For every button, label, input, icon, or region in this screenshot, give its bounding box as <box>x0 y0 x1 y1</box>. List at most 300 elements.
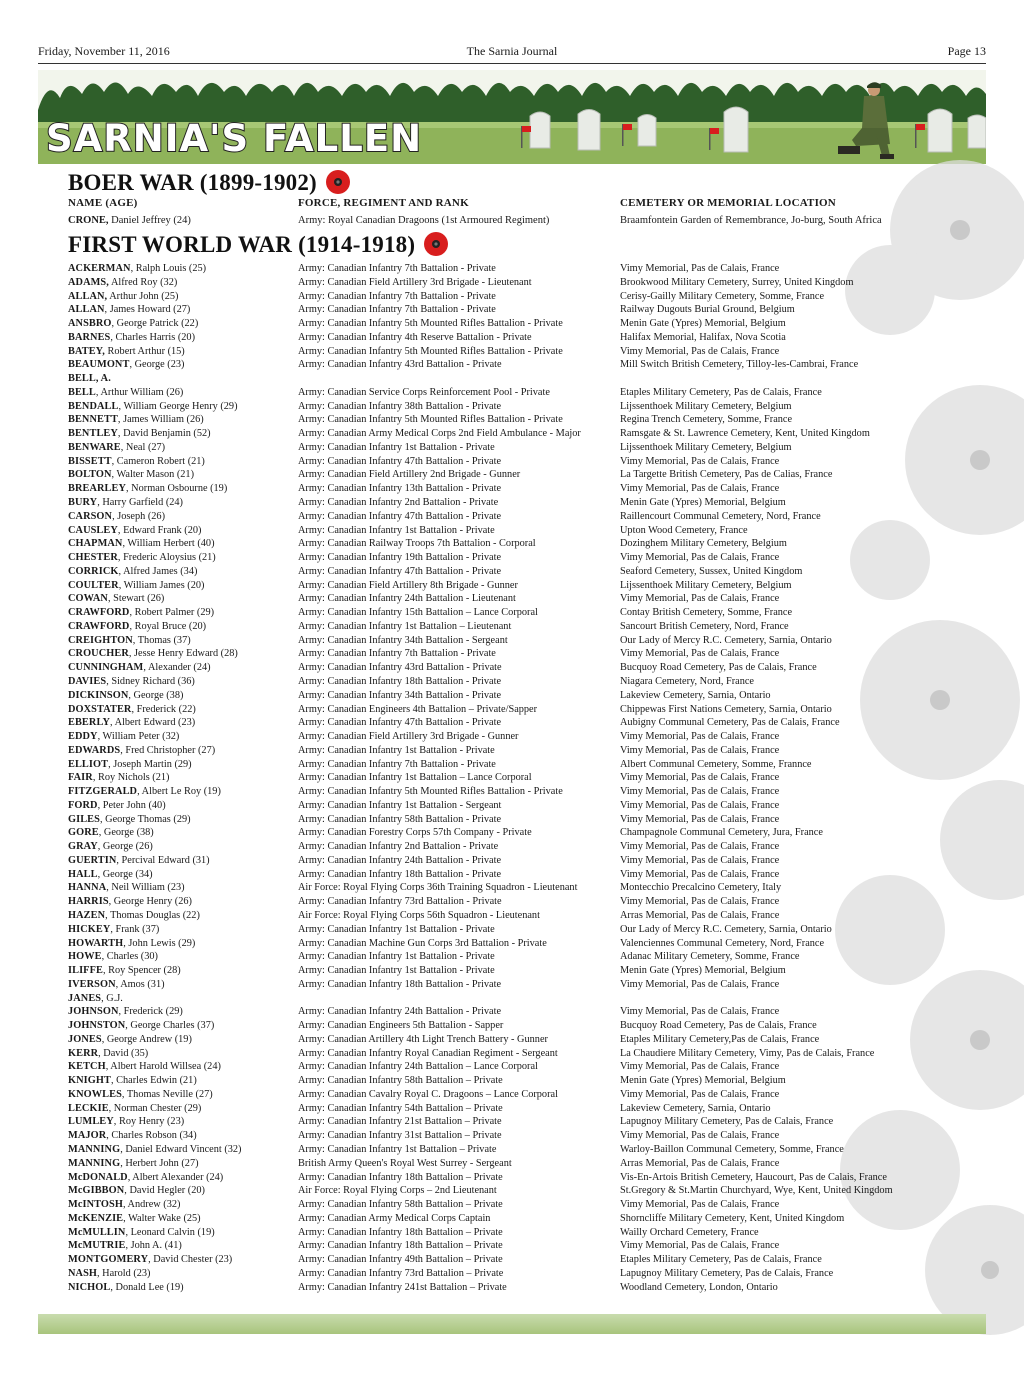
cemetery-location: Vimy Memorial, Pas de Calais, France <box>620 868 780 880</box>
surname: JOHNSON <box>68 1006 119 1018</box>
cemetery-location: Vimy Memorial, Pas de Calais, France <box>620 345 780 357</box>
soldier-name <box>68 510 165 524</box>
surname: ALLAN, <box>68 290 108 302</box>
cemetery-location: Arras Memorial, Pas de Calais, France <box>620 1157 780 1169</box>
roll-row <box>68 510 968 524</box>
roll-row <box>68 634 968 648</box>
roll-row <box>68 1171 968 1185</box>
force-regiment-rank: Army: Canadian Infantry 19th Battalion - Private <box>298 552 502 564</box>
given-name: , Donald Lee (19) <box>110 1281 184 1293</box>
surname: FITZGERALD <box>68 786 138 798</box>
roll-row <box>68 358 968 372</box>
cemetery-location: Vimy Memorial, Pas de Calais, France <box>620 593 780 605</box>
force-regiment-rank: Army: Canadian Infantry 5th Mounted Rifles Battalion - Private <box>298 318 563 330</box>
roll-row <box>68 427 968 441</box>
given-name: , Walter Wake (25) <box>123 1212 201 1224</box>
surname: EDDY <box>68 731 98 743</box>
surname: EBERLY <box>68 717 110 729</box>
soldier-name <box>68 455 205 469</box>
given-name: , Albert Edward (23) <box>110 717 196 729</box>
force-regiment-rank: Army: Canadian Infantry 241st Battalion – Private <box>298 1281 507 1293</box>
surname: McGIBBON <box>68 1185 125 1197</box>
given-name: , Thomas Douglas (22) <box>105 909 200 921</box>
surname: HOWARTH <box>68 937 124 949</box>
force-regiment-rank: Army: Canadian Infantry 18th Battalion – Private <box>298 1171 503 1183</box>
surname: BENWARE <box>68 441 121 453</box>
cemetery-location: Lijssenthoek Military Cemetery, Belgium <box>620 441 792 453</box>
cemetery-location: Menin Gate (Ypres) Memorial, Belgium <box>620 318 786 330</box>
soldier-name <box>68 950 158 964</box>
soldier-name <box>68 592 164 606</box>
force-regiment-rank: Army: Canadian Infantry 58th Battalion - Private <box>298 813 502 825</box>
given-name: , Peter John (40) <box>97 799 166 811</box>
cemetery-location: Vimy Memorial, Pas de Calais, France <box>620 786 780 798</box>
given-name: , Thomas Neville (27) <box>121 1088 213 1100</box>
given-name: , Daniel Edward Vincent (32) <box>120 1144 242 1155</box>
force-regiment-rank: Army: Canadian Infantry 7th Battalion - Private <box>298 648 496 660</box>
surname: LUMLEY <box>68 1116 114 1128</box>
soldier-name <box>68 634 191 648</box>
force-regiment-rank: Army: Canadian Infantry 7th Battalion - Private <box>298 290 496 302</box>
surname: McDONALD <box>68 1171 128 1183</box>
soldier-name <box>68 441 165 455</box>
given-name: , Charles Edwin (21) <box>110 1075 197 1087</box>
soldier-name <box>68 1005 183 1019</box>
soldier-name <box>68 1088 213 1102</box>
roll-row <box>68 661 968 675</box>
surname: HOWE <box>68 951 102 963</box>
cemetery-location: Vimy Memorial, Pas de Calais, France <box>620 1130 780 1142</box>
roll-row <box>68 345 968 359</box>
surname: ANSBRO <box>68 318 112 330</box>
force-regiment-rank: Army: Canadian Infantry Royal Canadian Regiment - Sergeant <box>298 1047 558 1059</box>
force-regiment-rank: Army: Canadian Field Artillery 3rd Brigade - Lieutenant <box>298 276 532 288</box>
given-name: , G.J. <box>101 992 123 1004</box>
roll-row <box>68 276 968 290</box>
surname: ACKERMAN <box>68 263 131 274</box>
cemetery-location: Dozinghem Military Cemetery, Belgium <box>620 538 787 550</box>
soldier-name <box>68 826 154 840</box>
surname: BELL, A. <box>68 373 111 385</box>
given-name: , Charles (30) <box>101 951 158 963</box>
soldier-name <box>68 303 190 317</box>
force-regiment-rank: Army: Canadian Infantry 18th Battalion - Private <box>298 868 502 880</box>
soldier-name <box>68 290 178 304</box>
given-name: , George Andrew (19) <box>101 1033 192 1045</box>
roll-row <box>68 592 968 606</box>
cemetery-location: Vimy Memorial, Pas de Calais, France <box>620 731 780 743</box>
surname: GORE <box>68 827 99 839</box>
cemetery-location: Arras Memorial, Pas de Calais, France <box>620 909 780 921</box>
cemetery-location: Vimy Memorial, Pas de Calais, France <box>620 1240 780 1252</box>
given-name: , Sidney Richard (36) <box>106 675 195 687</box>
cemetery-location: Bucquoy Road Cemetery, Pas de Calais, France <box>620 1020 817 1032</box>
cemetery-location: Warloy-Baillon Communal Cemetery, Somme, France <box>620 1144 844 1155</box>
roll-row <box>68 895 968 909</box>
roll-row <box>68 1088 968 1102</box>
cemetery-location: Lijssenthoek Military Cemetery, Belgium <box>620 400 792 412</box>
surname: McINTOSH <box>68 1199 123 1211</box>
force-regiment-rank: Air Force: Royal Flying Corps 36th Training Squadron - Lieutenant <box>298 882 578 894</box>
roll-row <box>68 1267 968 1281</box>
cemetery-location: Sancourt British Cemetery, Nord, France <box>620 620 789 632</box>
surname: BURY <box>68 497 98 509</box>
force-regiment-rank: Army: Canadian Engineers 4th Battalion – Private/Sapper <box>298 703 538 715</box>
given-name: , William Herbert (40) <box>122 538 215 550</box>
given-name: , Royal Bruce (20) <box>129 620 207 632</box>
cemetery-location: Vimy Memorial, Pas de Calais, France <box>620 1006 780 1018</box>
cemetery-location: Vimy Memorial, Pas de Calais, France <box>620 1088 780 1100</box>
roll-row <box>68 758 968 772</box>
cemetery-location: Ramsgate & St. Lawrence Cemetery, Kent, United Kingdom <box>620 428 870 440</box>
cemetery-location: Etaples Military Cemetery, Pas de Calais, France <box>620 1254 822 1266</box>
cemetery-location: Vimy Memorial, Pas de Calais, France <box>620 813 780 825</box>
boer-entry-name <box>68 215 191 226</box>
roll-row <box>68 1212 968 1226</box>
cemetery-location: Menin Gate (Ypres) Memorial, Belgium <box>620 1075 786 1087</box>
given-name: , Alexander (24) <box>143 662 211 674</box>
cemetery-location: Montecchio Precalcino Cemetery, Italy <box>620 882 782 894</box>
soldier-name <box>68 317 198 331</box>
cemetery-location: Vimy Memorial, Pas de Calais, France <box>620 455 780 467</box>
soldier-name <box>68 551 216 565</box>
given-name: , Stewart (26) <box>107 593 165 605</box>
surname: CREIGHTON <box>68 634 133 646</box>
surname: ILIFFE <box>68 965 103 977</box>
roll-row <box>68 317 968 331</box>
given-name: , George Henry (26) <box>108 896 192 908</box>
surname: HAZEN <box>68 909 106 921</box>
roll-row <box>68 854 968 868</box>
force-regiment-rank: Army: Canadian Infantry 47th Battalion - Private <box>298 455 502 467</box>
surname: BATEY, <box>68 345 105 357</box>
soldier-name <box>68 854 210 868</box>
force-regiment-rank: Army: Canadian Infantry 1st Battalion – Lance Corporal <box>298 772 532 784</box>
roll-row <box>68 785 968 799</box>
roll-row <box>68 744 968 758</box>
soldier-name <box>68 937 195 951</box>
soldier-name <box>68 1212 201 1226</box>
boer-entry-force: Army: Royal Canadian Dragoons (1st Armoured Regiment) <box>298 215 550 226</box>
given-name: , Charles Robson (34) <box>106 1130 197 1142</box>
force-regiment-rank: Army: Canadian Infantry 43rd Battalion - Private <box>298 662 502 674</box>
soldier-name <box>68 565 197 579</box>
soldier-name <box>68 730 179 744</box>
cemetery-location: Woodland Cemetery, London, Ontario <box>620 1281 778 1293</box>
given-name: , Albert Harold Willsea (24) <box>105 1061 221 1073</box>
roll-row <box>68 689 968 703</box>
surname: CAUSLEY <box>68 524 118 536</box>
cemetery-location: Brookwood Military Cemetery, Surrey, United Kingdom <box>620 276 854 288</box>
given-name: Robert Arthur (15) <box>104 345 185 357</box>
force-regiment-rank: Army: Canadian Infantry 4th Reserve Battalion - Private <box>298 331 532 343</box>
roll-row <box>68 413 968 427</box>
given-name: , Joseph Martin (29) <box>108 758 192 770</box>
cemetery-location: Seaford Cemetery, Sussex, United Kingdom <box>620 565 803 577</box>
force-regiment-rank: Army: Canadian Infantry 24th Battalion - Lieutenant <box>298 593 516 605</box>
roll-row <box>68 1226 968 1240</box>
soldier-name <box>68 468 194 482</box>
soldier-name <box>68 482 227 496</box>
soldier-name <box>68 689 183 703</box>
roll-row <box>68 482 968 496</box>
surname: HANNA <box>68 882 107 894</box>
given-name: , Andrew (32) <box>122 1199 181 1211</box>
roll-row <box>68 1253 968 1267</box>
roll-row <box>68 675 968 689</box>
soldier-name <box>68 400 238 414</box>
roll-row <box>68 606 968 620</box>
force-regiment-rank: Army: Canadian Infantry 1st Battalion - Sergeant <box>298 799 502 811</box>
cemetery-location: Etaples Military Cemetery,Pas de Calais, France <box>620 1033 820 1045</box>
surname: ADAMS, <box>68 276 109 288</box>
given-name: , Norman Chester (29) <box>108 1102 202 1114</box>
roll-row <box>68 579 968 593</box>
surname: BARNES <box>68 331 111 343</box>
force-regiment-rank: Army: Canadian Infantry 47th Battalion - Private <box>298 717 502 729</box>
soldier-name <box>68 799 166 813</box>
surname: McKENZIE <box>68 1212 124 1224</box>
force-regiment-rank: Army: Canadian Infantry 18th Battalion - Private <box>298 978 502 990</box>
given-name: , Arthur William (26) <box>95 386 184 398</box>
cemetery-location: Cerisy-Gailly Military Cemetery, Somme, France <box>620 290 825 302</box>
roll-row <box>68 703 968 717</box>
surname: NICHOL <box>68 1281 111 1293</box>
force-regiment-rank: Army: Canadian Infantry 24th Battalion - Private <box>298 854 502 866</box>
cemetery-location: Vimy Memorial, Pas de Calais, France <box>620 648 780 660</box>
cemetery-location: Vimy Memorial, Pas de Calais, France <box>620 552 780 564</box>
given-name: , Robert Palmer (29) <box>129 607 215 619</box>
roll-row <box>68 716 968 730</box>
cemetery-location: Albert Communal Cemetery, Somme, Frannce <box>620 758 812 770</box>
surname: BENNETT <box>68 414 118 426</box>
surname: IVERSON <box>68 978 116 990</box>
soldier-name <box>68 771 169 785</box>
force-regiment-rank: Army: Canadian Infantry 2nd Battalion - Private <box>298 497 499 509</box>
given-name: , Neal (27) <box>120 441 166 453</box>
soldier-name <box>68 1102 201 1116</box>
force-regiment-rank: Army: Canadian Infantry 73rd Battalion – Private <box>298 1267 504 1279</box>
force-regiment-rank: Army: Canadian Machine Gun Corps 3rd Battalion - Private <box>298 937 547 949</box>
force-regiment-rank: Army: Canadian Infantry 1st Battalion - Private <box>298 441 495 453</box>
ww1-title-text: FIRST WORLD WAR (1914-1918) <box>68 232 416 257</box>
force-regiment-rank: Army: Canadian Infantry 34th Battalion - Private <box>298 689 502 701</box>
surname: CHESTER <box>68 552 118 564</box>
cemetery-location: Vimy Memorial, Pas de Calais, France <box>620 854 780 866</box>
force-regiment-rank: Army: Canadian Artillery 4th Light Trench Battery - Gunner <box>298 1033 548 1045</box>
given-name: , James William (26) <box>117 414 204 426</box>
force-regiment-rank: Army: Canadian Infantry 58th Battalion – Private <box>298 1199 503 1211</box>
surname: BELL <box>68 386 96 398</box>
soldier-name <box>68 1226 215 1240</box>
surname: CARSON <box>68 510 113 522</box>
soldier-name <box>68 427 211 441</box>
surname: JONES <box>68 1033 102 1045</box>
roll-row <box>68 1019 968 1033</box>
surname: DAVIES <box>68 675 107 687</box>
force-regiment-rank: Army: Canadian Cavalry Royal C. Dragoons – Lance Corporal <box>298 1088 558 1100</box>
given-name: , Jesse Henry Edward (28) <box>128 648 238 660</box>
force-regiment-rank: Army: Canadian Field Artillery 8th Brigade - Gunner <box>298 579 518 591</box>
roll-row <box>68 1281 968 1295</box>
surname: BENDALL <box>68 400 119 412</box>
force-regiment-rank: Army: Canadian Infantry 18th Battalion – Private <box>298 1240 503 1252</box>
soldier-name <box>68 1267 151 1281</box>
force-regiment-rank: Army: Canadian Infantry 47th Battalion - Private <box>298 510 502 522</box>
soldier-name <box>68 895 192 909</box>
surname: CRAWFORD <box>68 620 130 632</box>
soldier-name <box>68 1184 205 1198</box>
force-regiment-rank: Army: Canadian Infantry 49th Battalion – Private <box>298 1254 503 1266</box>
soldier-name <box>68 496 183 510</box>
cemetery-location: Wailly Orchard Cemetery, France <box>620 1226 759 1238</box>
cemetery-location: Vimy Memorial, Pas de Calais, France <box>620 744 780 756</box>
cemetery-location: Lapugnoy Military Cemetery, Pas de Calais, France <box>620 1116 834 1128</box>
given-name: , Albert Alexander (24) <box>127 1171 224 1183</box>
cemetery-location: Vimy Memorial, Pas de Calais, France <box>620 896 780 908</box>
cemetery-location: Shorncliffe Military Cemetery, Kent, United Kingdom <box>620 1212 845 1224</box>
roll-row <box>68 964 968 978</box>
surname: FAIR <box>68 772 93 784</box>
boer-war-title <box>68 170 351 198</box>
given-name: , William George Henry (29) <box>118 400 238 412</box>
roll-row <box>68 303 968 317</box>
roll-row <box>68 1060 968 1074</box>
soldier-name <box>68 524 201 538</box>
surname: COWAN <box>68 593 108 605</box>
surname: NASH <box>68 1267 98 1279</box>
roll-row <box>68 868 968 882</box>
force-regiment-rank: Army: Canadian Engineers 5th Battalion - Sapper <box>298 1020 504 1032</box>
force-regiment-rank: Army: Canadian Infantry 1st Battalion - Private <box>298 951 495 963</box>
surname: CROUCHER <box>68 648 129 660</box>
given-name: , John Lewis (29) <box>123 937 196 949</box>
header-rule <box>38 63 986 64</box>
force-regiment-rank: Army: Canadian Army Medical Corps Captain <box>298 1212 491 1224</box>
roll-row <box>68 524 968 538</box>
roll-row <box>68 978 968 992</box>
force-regiment-rank: Army: Canadian Infantry 1st Battalion – Lieutenant <box>298 620 512 632</box>
force-regiment-rank: Army: Canadian Infantry 1st Battalion - Private <box>298 744 495 756</box>
soldier-name <box>68 661 211 675</box>
soldier-name <box>68 964 181 978</box>
soldier-name <box>68 1281 184 1295</box>
surname: KETCH <box>68 1061 106 1073</box>
surname: McMULLIN <box>68 1226 126 1238</box>
soldier-name <box>68 1060 221 1074</box>
cemetery-location: La Chaudiere Military Cemetery, Vimy, Pas de Calais, France <box>620 1047 875 1059</box>
force-regiment-rank: Army: Canadian Infantry 38th Battalion - Private <box>298 400 502 412</box>
given-name: , Roy Henry (23) <box>113 1116 185 1128</box>
roll-row <box>68 1115 968 1129</box>
surname: JOHNSTON <box>68 1020 126 1032</box>
cemetery-location: Our Lady of Mercy R.C. Cemetery, Sarnia, Ontario <box>620 923 832 935</box>
given-name: , Thomas (37) <box>132 634 191 646</box>
surname: COULTER <box>68 579 119 591</box>
cemetery-location: Adanac Military Cemetery, Somme, France <box>620 951 800 963</box>
publication-name: The Sarnia Journal <box>466 44 558 58</box>
given-name: , Frederic Aloysius (21) <box>117 552 216 564</box>
surname: MANNING <box>68 1144 121 1155</box>
surname: KNOWLES <box>68 1088 122 1100</box>
banner-title: SARNIA'S FALLEN <box>46 117 423 160</box>
cemetery-location: Lakeview Cemetery, Sarnia, Ontario <box>620 1102 771 1114</box>
given-name: , Harry Garfield (24) <box>97 497 183 509</box>
soldier-name <box>68 813 191 827</box>
soldier-name <box>68 1171 223 1185</box>
force-regiment-rank: Army: Canadian Infantry 31st Battalion – Private <box>298 1130 502 1142</box>
roll-row <box>68 1074 968 1088</box>
roll-row <box>68 1129 968 1143</box>
given-name: , Charles Harris (20) <box>110 331 196 343</box>
roll-row <box>68 1005 968 1019</box>
given-name: , John A. (41) <box>125 1240 182 1252</box>
surname: CRAWFORD <box>68 607 130 619</box>
surname: MANNING <box>68 1157 121 1169</box>
force-regiment-rank: Army: Canadian Army Medical Corps 2nd Field Ambulance - Major <box>298 428 581 440</box>
cemetery-location: Etaples Military Cemetery, Pas de Calais, France <box>620 386 822 398</box>
roll-row <box>68 1033 968 1047</box>
soldier-name <box>68 785 221 799</box>
force-regiment-rank: Army: Canadian Infantry 18th Battalion – Private <box>298 1226 503 1238</box>
roll-row <box>68 455 968 469</box>
given-name: , Alfred James (34) <box>118 565 198 577</box>
cemetery-location: Vimy Memorial, Pas de Calais, France <box>620 1199 780 1211</box>
col-header-name: NAME (AGE) <box>68 197 138 209</box>
force-regiment-rank: Army: Canadian Infantry 24th Battalion – Lance Corporal <box>298 1061 538 1073</box>
roll-row <box>68 730 968 744</box>
given-name: , George (26) <box>97 841 153 853</box>
force-regiment-rank: Army: Canadian Infantry 18th Battalion - Private <box>298 675 502 687</box>
roll-row <box>68 331 968 345</box>
given-name: Alfred Roy (32) <box>108 276 178 288</box>
surname: CUNNINGHAM <box>68 662 144 674</box>
force-regiment-rank: Air Force: Royal Flying Corps 56th Squadron - Lieutenant <box>298 909 540 921</box>
soldier-name <box>68 413 204 427</box>
roll-row <box>68 923 968 937</box>
soldier-name <box>68 358 184 372</box>
soldier-name <box>68 1115 184 1129</box>
soldier-name <box>68 923 159 937</box>
force-regiment-rank: Army: Canadian Railway Troops 7th Battalion - Corporal <box>298 538 536 550</box>
given-name: , Albert Le Roy (19) <box>137 786 221 798</box>
cemetery-location: Vimy Memorial, Pas de Calais, France <box>620 799 780 811</box>
force-regiment-rank: Army: Canadian Infantry 1st Battalion - Private <box>298 965 495 977</box>
roll-row <box>68 1047 968 1061</box>
force-regiment-rank: Army: Canadian Infantry 1st Battalion - Private <box>298 524 495 536</box>
roll-row <box>68 881 968 895</box>
boer-war-title-text: BOER WAR (1899-1902) <box>68 170 317 195</box>
given-name: , Frederick (22) <box>131 703 196 715</box>
given-name: , George (38) <box>98 827 154 839</box>
soldier-name <box>68 1074 197 1088</box>
force-regiment-rank: Army: Canadian Infantry 47th Battalion - Private <box>298 565 502 577</box>
col-header-force: FORCE, REGIMENT AND RANK <box>298 197 469 209</box>
col-header-cemetery: CEMETERY OR MEMORIAL LOCATION <box>620 197 836 209</box>
force-regiment-rank: Army: Canadian Infantry 58th Battalion – Private <box>298 1075 503 1087</box>
given-name: , Neil William (23) <box>106 882 185 894</box>
footer-bar <box>38 1314 986 1334</box>
given-name: Arthur John (25) <box>107 290 179 302</box>
given-name: , David (35) <box>98 1047 149 1059</box>
force-regiment-rank: Army: Canadian Field Artillery 2nd Brigade - Gunner <box>298 469 521 481</box>
cemetery-location: Vimy Memorial, Pas de Calais, France <box>620 263 780 274</box>
given-name: , Leonard Calvin (19) <box>125 1226 215 1238</box>
roll-row <box>68 909 968 923</box>
cemetery-location: Lijssenthoek Military Cemetery, Belgium <box>620 579 792 591</box>
cemetery-location: Bucquoy Road Cemetery, Pas de Calais, France <box>620 662 817 674</box>
roll-row <box>68 565 968 579</box>
